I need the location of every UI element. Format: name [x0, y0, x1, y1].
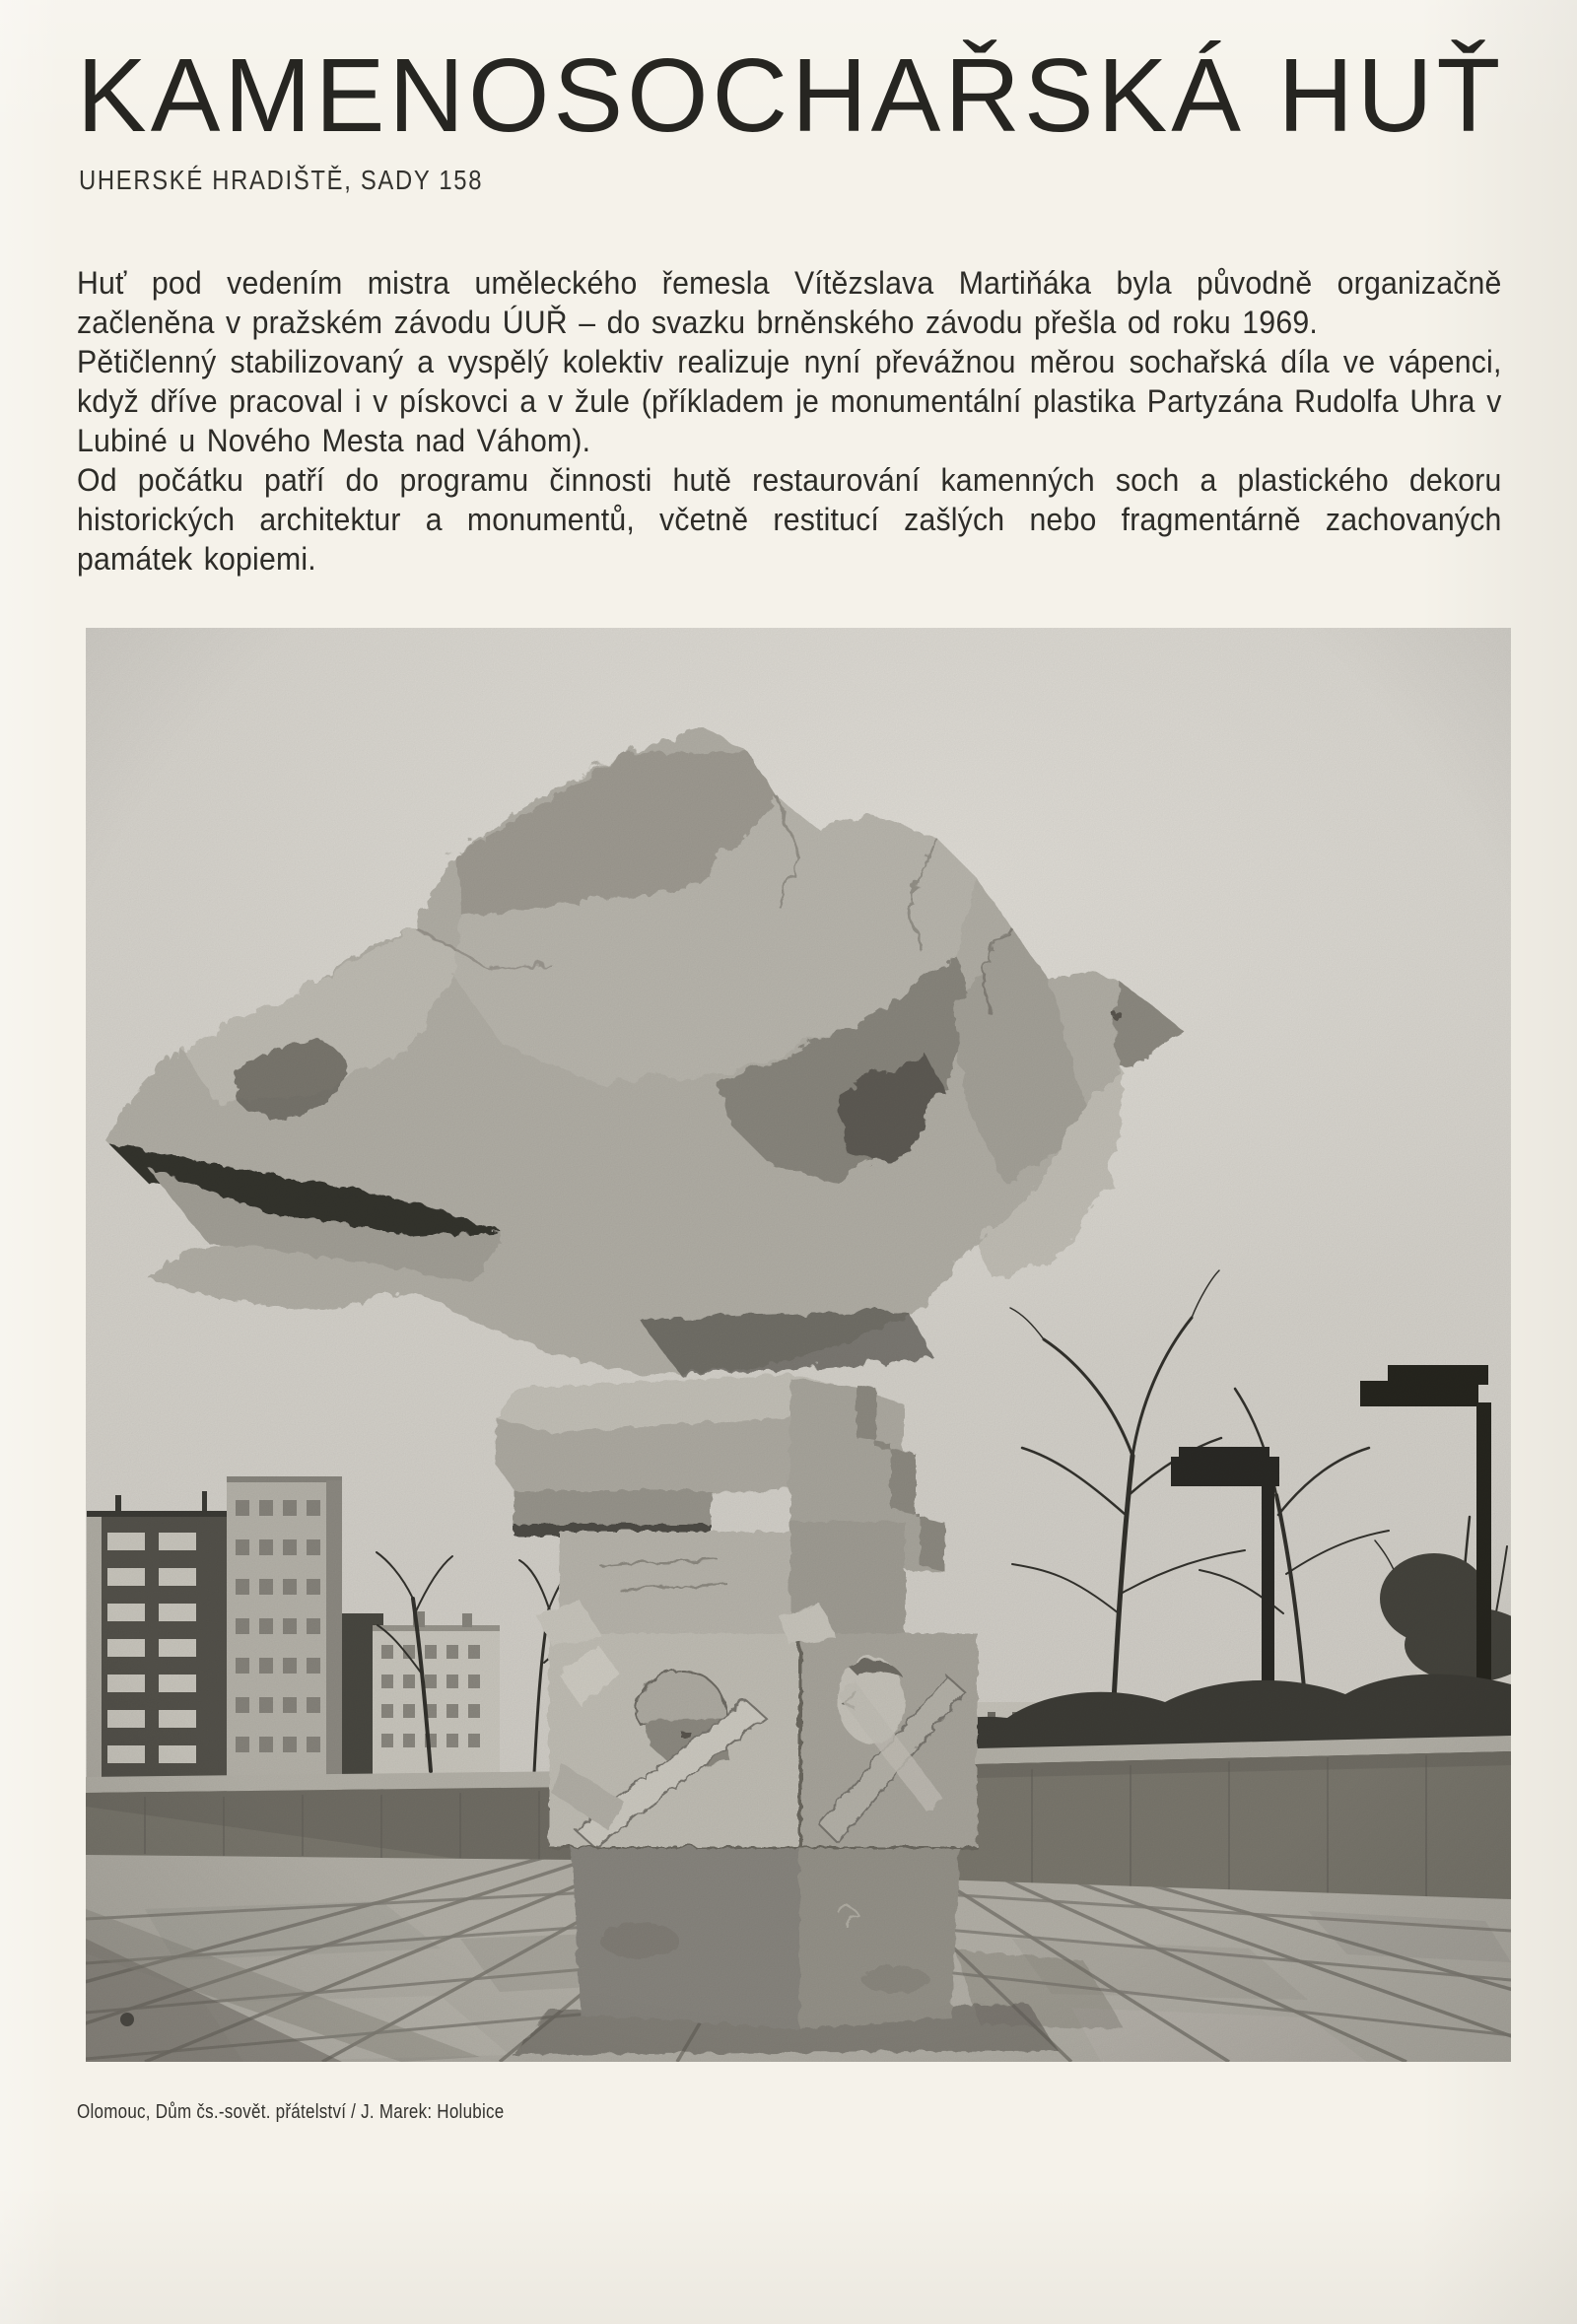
photo-caption: Olomouc, Dům čs.-sovět. přátelství / J. Marek: Holubice [77, 2101, 505, 2124]
paragraph: Huť pod vedením mistra uměleckého řemesla Vítězslava Martiňáka byla původně organizačně začleněna v pražském závodu ÚUŘ – do svazku brněnského závodu přešla od roku 1969. [77, 265, 1502, 341]
page-header [77, 37, 1518, 196]
photo-vignette [86, 628, 1511, 2062]
page-title: KAMENOSOCHAŘSKÁ HUŤ [77, 37, 1505, 154]
page-subtitle: UHERSKÉ HRADIŠTĚ, SADY 158 [79, 165, 484, 196]
body-text [77, 263, 1502, 579]
sculpture-photo [77, 628, 1518, 2124]
paragraph: Od počátku patří do programu činnosti hutě restaurování kamenných soch a plastického dekoru historických architektur a monumentů, včetně restitucí zašlých nebo fragmentárně zachovaných památek kopiemi. [77, 462, 1502, 578]
sculpture-photo-illustration [86, 628, 1511, 2062]
paragraph: Pětičlenný stabilizovaný a vyspělý kolektiv realizuje nyní převážnou měrou sochařská díla ve vápenci, když dříve pracoval i v pískovci a v žule (příkladem je monumentální plastika Partyzána Rudolfa Uhra v Lubiné u Nového Mesta nad Váhom). [77, 344, 1502, 459]
